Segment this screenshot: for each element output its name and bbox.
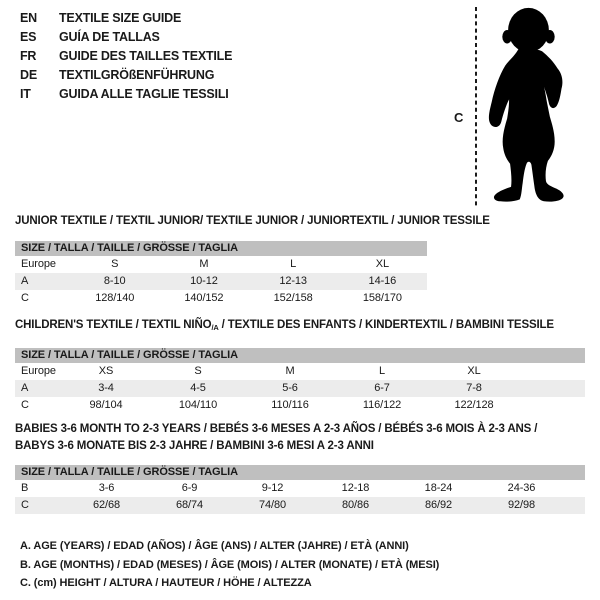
height-cell: 104/110 <box>178 399 218 411</box>
height-cell: 86/92 <box>397 497 480 514</box>
junior-textile-section <box>15 214 490 307</box>
baby-body <box>489 48 564 201</box>
babies-textile-section <box>15 421 585 514</box>
spacer-cell <box>520 380 585 397</box>
title-line-2: BABYS 3-6 MONATE BIS 2-3 JAHRE / BAMBINI 3-6 MESI A 2-3 ANNI <box>15 440 374 452</box>
size-header-cell: SIZE / TALLA / TAILLE / GRÖSSE / TAGLIA <box>15 465 585 480</box>
language-code: EN <box>20 10 37 25</box>
height-cell: 158/170 <box>362 292 402 304</box>
months-cell: 6-9 <box>181 482 198 494</box>
title-text: CHILDREN'S TEXTILE / TEXTIL NIÑO <box>15 319 212 331</box>
size-cell: L <box>290 258 297 270</box>
junior-table-title: JUNIOR TEXTILE / TEXTIL JUNIOR/ TEXTILE JUNIOR / JUNIORTEXTIL / JUNIOR TESSILE <box>15 215 490 227</box>
table-row-height <box>15 497 585 514</box>
height-cell: 98/104 <box>89 399 123 411</box>
spacer-cell <box>520 363 585 380</box>
months-cell: 24-36 <box>507 482 536 494</box>
age-cell: 5-6 <box>244 380 336 397</box>
size-cell: M <box>285 365 295 377</box>
language-row <box>20 46 232 65</box>
language-title: GUÍA DE TALLAS <box>59 29 160 44</box>
height-cell: 62/68 <box>65 497 148 514</box>
language-row <box>20 27 232 46</box>
table-row-months <box>15 480 585 497</box>
baby-ear-left <box>502 30 512 43</box>
height-cell: 152/158 <box>273 292 313 304</box>
table-row-age <box>15 380 585 397</box>
table-row-age <box>15 273 427 290</box>
height-cell: 80/86 <box>314 497 397 514</box>
spacer-cell <box>520 397 585 414</box>
footnote-b: B. AGE (MONTHS) / EDAD (MESES) / ÂGE (MOIS) / ALTER (MONATE) / ETÀ (MESI) <box>20 558 440 571</box>
language-row <box>20 8 232 27</box>
language-code: ES <box>20 29 37 44</box>
footnote-a: A. AGE (YEARS) / EDAD (AÑOS) / ÂGE (ANS) / ALTER (JAHRE) / ETÀ (ANNI) <box>20 540 409 552</box>
size-header-cell: SIZE / TALLA / TAILLE / GRÖSSE / TAGLIA <box>15 348 585 363</box>
age-cell: 10-12 <box>159 273 248 290</box>
age-cell: 3-4 <box>60 380 152 397</box>
language-title: GUIDA ALLE TAGLIE TESSILI <box>59 86 229 101</box>
size-cell: S <box>194 365 202 377</box>
size-cell: S <box>111 258 119 270</box>
height-cell: 128/140 <box>95 292 135 304</box>
height-cell: 116/122 <box>362 399 402 411</box>
title-subscript: /A <box>211 323 219 332</box>
baby-head <box>508 8 549 52</box>
row-label: A <box>15 273 70 290</box>
footnotes <box>20 537 439 593</box>
language-row <box>20 65 232 84</box>
row-label: Europe <box>21 365 56 377</box>
language-title: TEXTILE SIZE GUIDE <box>59 10 182 25</box>
age-cell: 8-10 <box>70 273 159 290</box>
baby-ear-right <box>545 30 555 43</box>
spacer-cell <box>563 480 585 497</box>
language-header <box>20 8 232 103</box>
footnote-c: C. (cm) HEIGHT / ALTURA / HAUTEUR / HÖHE / ALTEZZA <box>20 577 312 589</box>
age-cell: 4-5 <box>152 380 244 397</box>
age-cell: 12-13 <box>249 273 338 290</box>
language-row <box>20 84 232 103</box>
row-label: C <box>21 292 29 304</box>
title-text: / TEXTILE DES ENFANTS / KINDERTEXTIL / BAMBINI TESSILE <box>218 319 554 331</box>
baby-silhouette-icon <box>489 8 564 202</box>
size-header-row <box>15 465 585 480</box>
junior-size-table <box>15 241 427 307</box>
row-label: A <box>15 380 60 397</box>
months-cell: 12-18 <box>341 482 370 494</box>
children-size-table <box>15 348 585 414</box>
row-label: B <box>21 482 29 494</box>
language-code: IT <box>20 86 31 101</box>
table-row-height <box>15 290 427 307</box>
height-cell: 92/98 <box>480 497 563 514</box>
children-table-title <box>15 318 585 335</box>
size-cell: L <box>378 365 386 377</box>
title-line-1: BABIES 3-6 MONTH TO 2-3 YEARS / BEBÉS 3-6 MESES A 2-3 AÑOS / BÉBÉS 3-6 MOIS À 2-3 ANS / <box>15 423 538 435</box>
height-cell: 74/80 <box>231 497 314 514</box>
language-code: FR <box>20 48 37 63</box>
months-cell: 9-12 <box>261 482 284 494</box>
baby-height-figure-svg <box>446 5 580 209</box>
size-cell: XS <box>98 365 114 377</box>
language-title: GUIDE DES TAILLES TEXTILE <box>59 48 233 63</box>
size-cell: M <box>199 258 209 270</box>
table-row-europe <box>15 256 427 273</box>
size-header-cell: SIZE / TALLA / TAILLE / GRÖSSE / TAGLIA <box>15 241 427 256</box>
height-cell: 68/74 <box>148 497 231 514</box>
height-measure-label: C <box>454 110 464 125</box>
row-label: C <box>21 399 29 411</box>
months-cell: 3-6 <box>98 482 115 494</box>
age-cell: 7-8 <box>428 380 520 397</box>
height-cell: 140/152 <box>184 292 224 304</box>
age-cell: 6-7 <box>336 380 428 397</box>
age-cell: 14-16 <box>338 273 427 290</box>
row-label: Europe <box>21 258 56 270</box>
height-cell: 122/128 <box>454 399 494 411</box>
height-measure-figure <box>446 5 580 209</box>
language-title: TEXTILGRÖßENFÜHRUNG <box>59 67 215 82</box>
height-cell: 110/116 <box>271 399 309 411</box>
table-row-height <box>15 397 585 414</box>
spacer-cell <box>563 497 585 514</box>
size-header-row <box>15 241 427 256</box>
row-label: C <box>15 497 65 514</box>
babies-size-table <box>15 465 585 514</box>
language-code: DE <box>20 67 37 82</box>
size-cell: XL <box>375 258 389 270</box>
babies-table-title <box>15 421 575 455</box>
children-textile-section <box>15 318 585 414</box>
months-cell: 18-24 <box>424 482 453 494</box>
size-header-row <box>15 348 585 363</box>
table-row-europe <box>15 363 585 380</box>
size-cell: XL <box>467 365 481 377</box>
